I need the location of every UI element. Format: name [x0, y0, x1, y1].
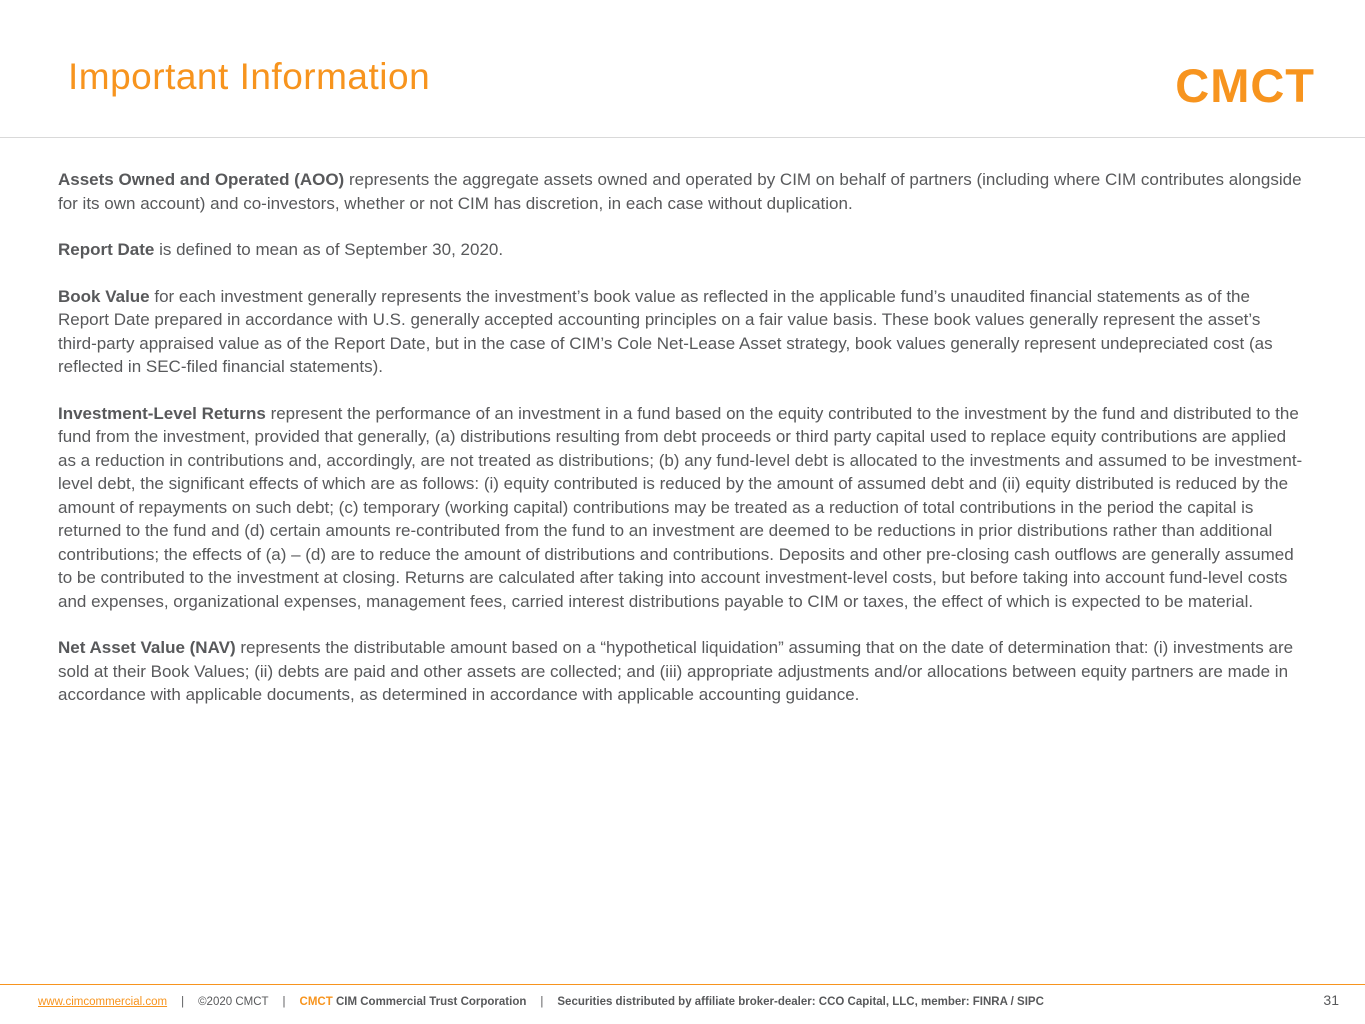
slide-header	[0, 0, 1365, 137]
footer-separator: |	[181, 996, 185, 1008]
term-report-date: Report Date	[58, 240, 155, 259]
header-divider	[0, 137, 1365, 138]
paragraph-aoo	[58, 168, 1303, 215]
slide-footer	[0, 984, 1365, 1024]
definition-aoo: represents the aggregate assets owned and operated by CIM on behalf of partners (including where CIM contributes alongside for its own account) and co-investors, whether or not CIM has discretion, in each case without duplication.	[58, 170, 1302, 213]
paragraph-nav	[58, 636, 1303, 707]
term-nav: Net Asset Value (NAV)	[58, 638, 236, 657]
definition-book-value: for each investment generally represents the investment’s book value as reflected in the applicable fund’s unaudited financial statements as of the Report Date prepared in accordance with U.S. generally accepted accounting principles on a fair value basis. These book values generally represent the asset’s third-party appraised value as of the Report Date, but in the case of CIM’s Cole Net-Lease Asset strategy, book values generally represent undepreciated cost (as reflected in SEC-filed financial statements).	[58, 286, 1273, 376]
paragraph-report-date	[58, 238, 1303, 262]
page-title: Important Information	[68, 56, 431, 97]
footer-company-group	[300, 996, 527, 1008]
paragraph-book-value	[58, 285, 1303, 379]
footer-brand: CMCT	[299, 996, 333, 1008]
footer-disclaimer: Securities distributed by affiliate broker-dealer: CCO Capital, LLC, member: FINRA / SIPC	[557, 996, 1044, 1008]
term-investment-level-returns: Investment-Level Returns	[58, 403, 266, 423]
footer-company-name: CIM Commercial Trust Corporation	[335, 996, 527, 1008]
footer-separator: |	[540, 996, 544, 1008]
definition-investment-level-returns: represent the performance of an investment in a fund based on the equity contributed to the investment by the fund and distributed to the fund from the investment, provided that generally, (a) distributions resulting from debt proceeds or third party capital used to replace equity contributions are applied as a reduction in contributions and, accordingly, are not treated as distributions; (b) any fund-level debt is allocated to the investments and assumed to be investment-level debt, the significant effects of which are as follows: (i) equity contributed is reduced by the amount of assumed debt and (ii) equity distributed is reduced by the amount of repayments on such debt; (c) temporary (working capital) contributions may be treated as a reduction of total contributions in the period the capital is returned to the fund and (d) certain amounts re-contributed from the fund to an investment are deemed to be reductions in prior distributions rather than additional contributions; the effects of (a) – (d) are to reduce the amount of distributions and contributions. Deposits and other pre-closing cash outflows are generally assumed to be contributed to the investment at closing. Returns are calculated after taking into account investment-level costs, but before taking into account fund-level costs and expenses, organizational expenses, management fees, carried interest distributions payable to CIM or taxes, the effect of which is expected to be material.	[58, 403, 1303, 611]
term-aoo: Assets Owned and Operated (AOO)	[58, 170, 345, 189]
footer-website-link[interactable]: www.cimcommercial.com	[38, 996, 168, 1008]
content	[58, 168, 1303, 730]
definition-nav: represents the distributable amount based on a “hypothetical liquidation” assuming that on the date of determination that: (i) investments are sold at their Book Values; (ii) debts are paid and other assets are collected; and (iii) appropriate adjustments and/or allocations between equity partners are made in accordance with applicable documents, as determined in accordance with applicable accounting guidance.	[58, 638, 1294, 704]
page-number: 31	[1323, 992, 1339, 1008]
footer-separator: |	[282, 996, 286, 1008]
footer-copyright: ©2020 CMCT	[198, 996, 269, 1008]
footer-row	[38, 996, 1044, 1008]
footer-divider	[0, 984, 1365, 985]
term-book-value: Book Value	[58, 286, 150, 306]
cmct-logo: CMCT	[1175, 59, 1315, 112]
paragraph-investment-level-returns	[58, 402, 1303, 614]
definition-report-date: is defined to mean as of September 30, 2020.	[154, 240, 504, 259]
